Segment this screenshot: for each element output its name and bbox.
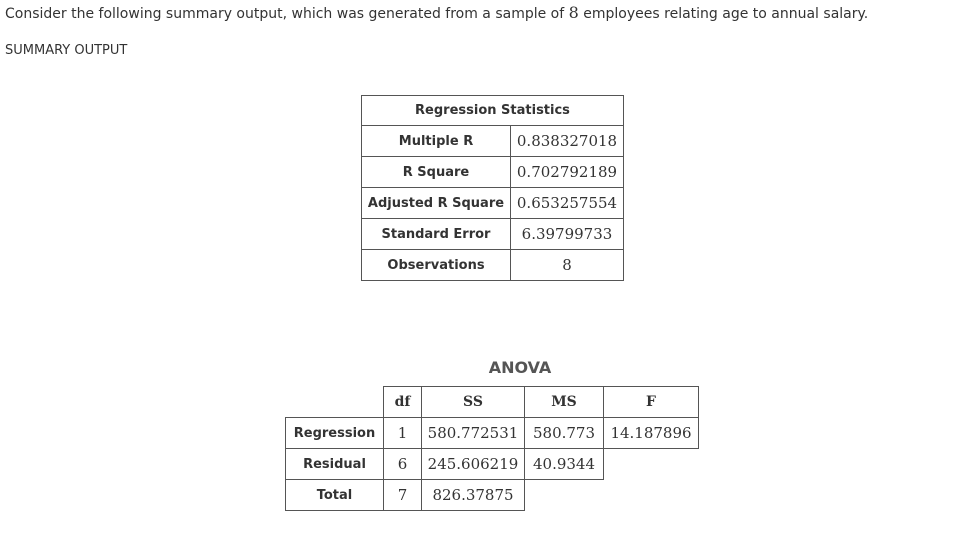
stat-label-adjusted-r-square: Adjusted R Square xyxy=(362,188,511,219)
stat-value-adjusted-r-square: 0.653257554 xyxy=(511,188,624,219)
regression-statistics-title: Regression Statistics xyxy=(362,96,624,126)
anova-residual-f-blank xyxy=(604,449,699,480)
anova-header-blank xyxy=(286,387,384,418)
anova-table xyxy=(285,386,699,511)
anova-header-ss: SS xyxy=(422,387,525,418)
anova-title: ANOVA xyxy=(488,358,552,377)
anova-regression-ms: 580.773 xyxy=(525,418,604,449)
stat-value-multiple-r: 0.838327018 xyxy=(511,126,624,157)
table-row xyxy=(286,418,699,449)
anova-total-f-blank xyxy=(604,480,699,511)
anova-header-df: df xyxy=(384,387,422,418)
anova-row-label-total: Total xyxy=(286,480,384,511)
table-row xyxy=(362,157,624,188)
sample-size: 8 xyxy=(568,3,579,22)
intro-text-before: Consider the following summary output, which was generated from a sample of xyxy=(5,6,569,22)
anova-residual-df: 6 xyxy=(384,449,422,480)
anova-regression-df: 1 xyxy=(384,418,422,449)
question-intro xyxy=(5,3,868,22)
stat-value-observations: 8 xyxy=(511,250,624,281)
anova-header-f: F xyxy=(604,387,699,418)
stat-value-standard-error: 6.39799733 xyxy=(511,219,624,250)
anova-total-ss: 826.37875 xyxy=(422,480,525,511)
table-row xyxy=(362,250,624,281)
stat-label-standard-error: Standard Error xyxy=(362,219,511,250)
stat-label-multiple-r: Multiple R xyxy=(362,126,511,157)
anova-residual-ms: 40.9344 xyxy=(525,449,604,480)
table-row xyxy=(286,449,699,480)
regression-statistics-table xyxy=(361,95,624,281)
table-row xyxy=(362,126,624,157)
table-row xyxy=(362,188,624,219)
anova-header-ms: MS xyxy=(525,387,604,418)
summary-output-label: SUMMARY OUTPUT xyxy=(5,43,128,58)
anova-total-ms-blank xyxy=(525,480,604,511)
intro-text-after: employees relating age to annual salary. xyxy=(578,6,869,22)
stat-label-r-square: R Square xyxy=(362,157,511,188)
anova-residual-ss: 245.606219 xyxy=(422,449,525,480)
anova-total-df: 7 xyxy=(384,480,422,511)
anova-row-label-residual: Residual xyxy=(286,449,384,480)
anova-row-label-regression: Regression xyxy=(286,418,384,449)
anova-header-row xyxy=(286,387,699,418)
stat-label-observations: Observations xyxy=(362,250,511,281)
stat-value-r-square: 0.702792189 xyxy=(511,157,624,188)
anova-regression-ss: 580.772531 xyxy=(422,418,525,449)
table-row xyxy=(286,480,699,511)
table-row xyxy=(362,219,624,250)
anova-regression-f: 14.187896 xyxy=(604,418,699,449)
regression-statistics-header-row xyxy=(362,96,624,126)
